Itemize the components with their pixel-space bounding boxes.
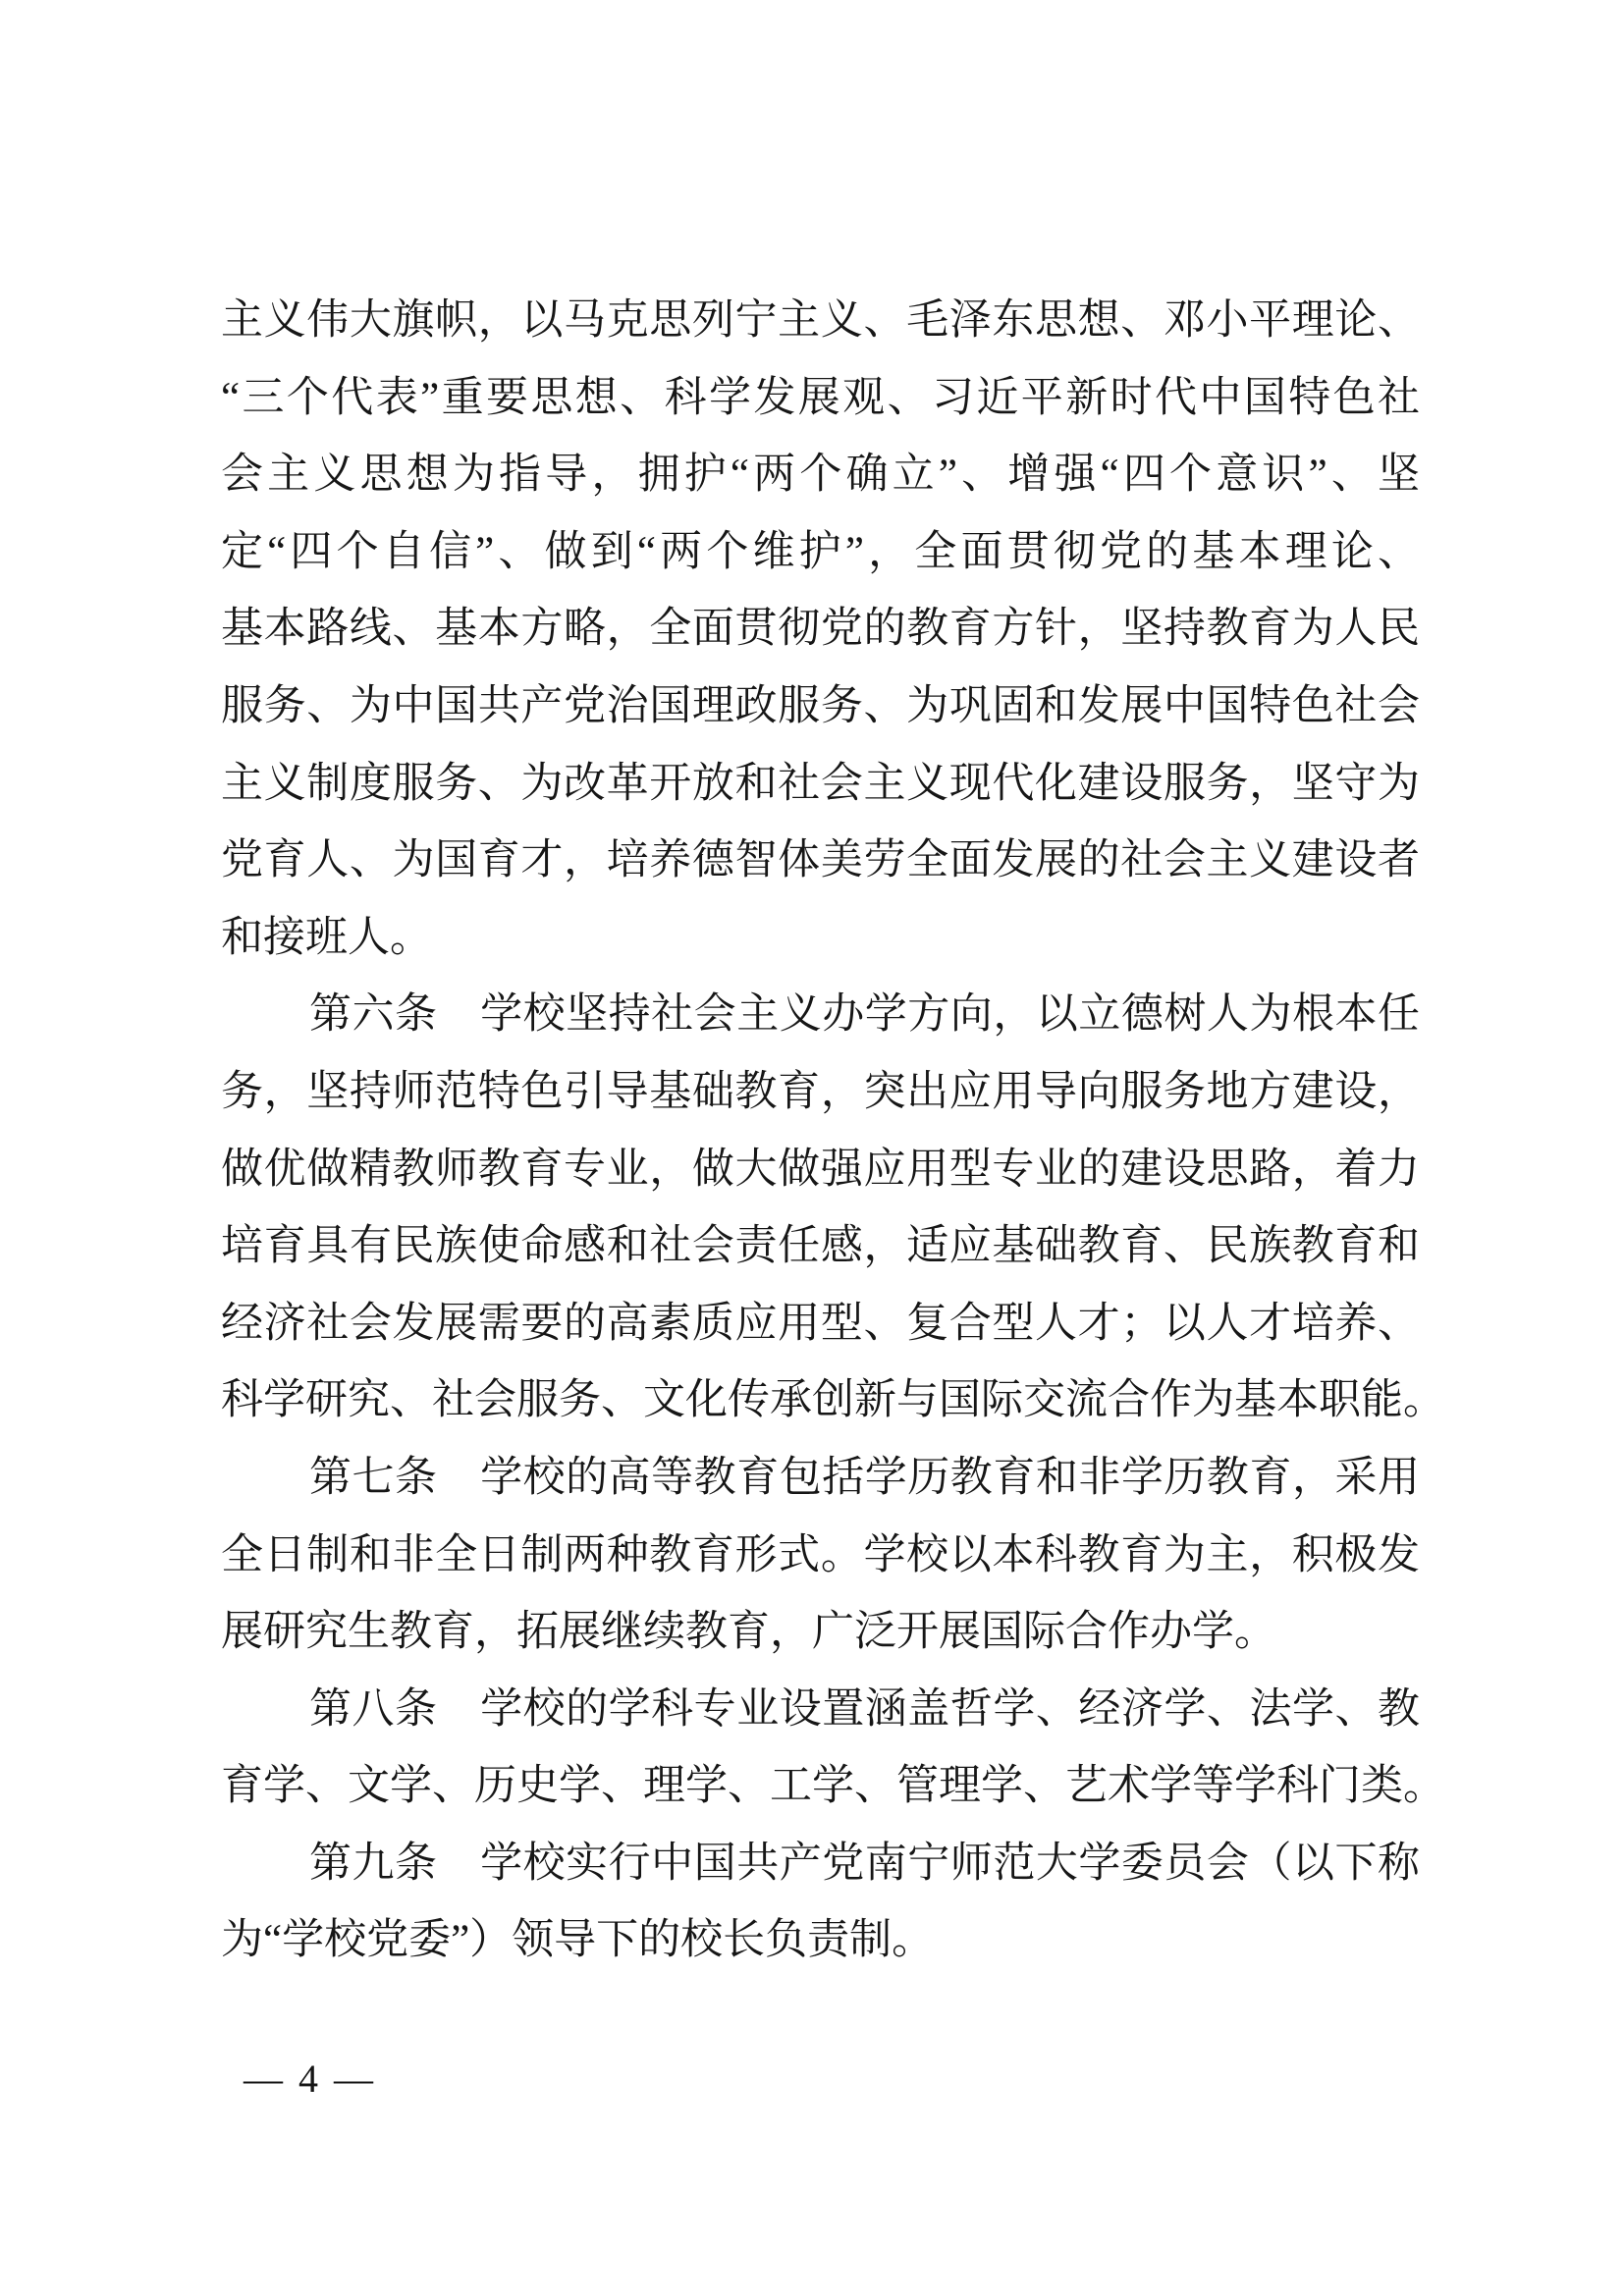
text-line: 经济社会发展需要的高素质应用型、复合型人才；以人才培养、 xyxy=(221,1300,1420,1347)
text-line: 全日制和非全日制两种教育形式。学校以本科教育为主，积极发 xyxy=(221,1531,1420,1578)
text-line: 科学研究、社会服务、文化传承创新与国际交流合作为基本职能。 xyxy=(221,1377,1445,1424)
text-line: 基本路线、基本方略，全面贯彻党的教育方针，坚持教育为人民 xyxy=(221,606,1420,653)
text-line: 育学、文学、历史学、理学、工学、管理学、艺术学等学科门类。 xyxy=(221,1763,1445,1810)
text-line: 服务、为中国共产党治国理政服务、为巩固和发展中国特色社会 xyxy=(221,682,1420,729)
text-line: 为“学校党委”）领导下的校长负责制。 xyxy=(221,1917,935,1964)
page-number: — 4 — xyxy=(244,2056,376,2101)
text-line: 主义制度服务、为改革开放和社会主义现代化建设服务，坚守为 xyxy=(221,760,1420,807)
text-line-article-6: 第六条 学校坚持社会主义办学方向，以立德树人为根本任 xyxy=(309,991,1420,1039)
text-line: “三个代表”重要思想、科学发展观、习近平新时代中国特色社 xyxy=(221,374,1420,421)
text-line: 做优做精教师教育专业，做大做强应用型专业的建设思路，着力 xyxy=(221,1146,1420,1193)
text-line: 和接班人。 xyxy=(221,914,432,961)
text-line: 展研究生教育，拓展继续教育，广泛开展国际合作办学。 xyxy=(221,1609,1276,1656)
text-line-article-7: 第七条 学校的高等教育包括学历教育和非学历教育，采用 xyxy=(309,1454,1420,1501)
text-line: 党育人、为国育才，培养德智体美劳全面发展的社会主义建设者 xyxy=(221,837,1420,884)
text-line-article-8: 第八条 学校的学科专业设置涵盖哲学、经济学、法学、教 xyxy=(309,1685,1420,1733)
text-line: 定“四个自信”、做到“两个维护”，全面贯彻党的基本理论、 xyxy=(221,528,1420,575)
body-text xyxy=(221,283,1445,1980)
text-line: 会主义思想为指导，拥护“两个确立”、增强“四个意识”、坚 xyxy=(221,452,1420,499)
text-line: 培育具有民族使命感和社会责任感，适应基础教育、民族教育和 xyxy=(221,1223,1420,1270)
text-line: 务，坚持师范特色引导基础教育，突出应用导向服务地方建设， xyxy=(221,1068,1420,1115)
text-line: 主义伟大旗帜，以马克思列宁主义、毛泽东思想、邓小平理论、 xyxy=(221,297,1420,344)
text-line-article-9: 第九条 学校实行中国共产党南宁师范大学委员会（以下称 xyxy=(309,1840,1420,1887)
